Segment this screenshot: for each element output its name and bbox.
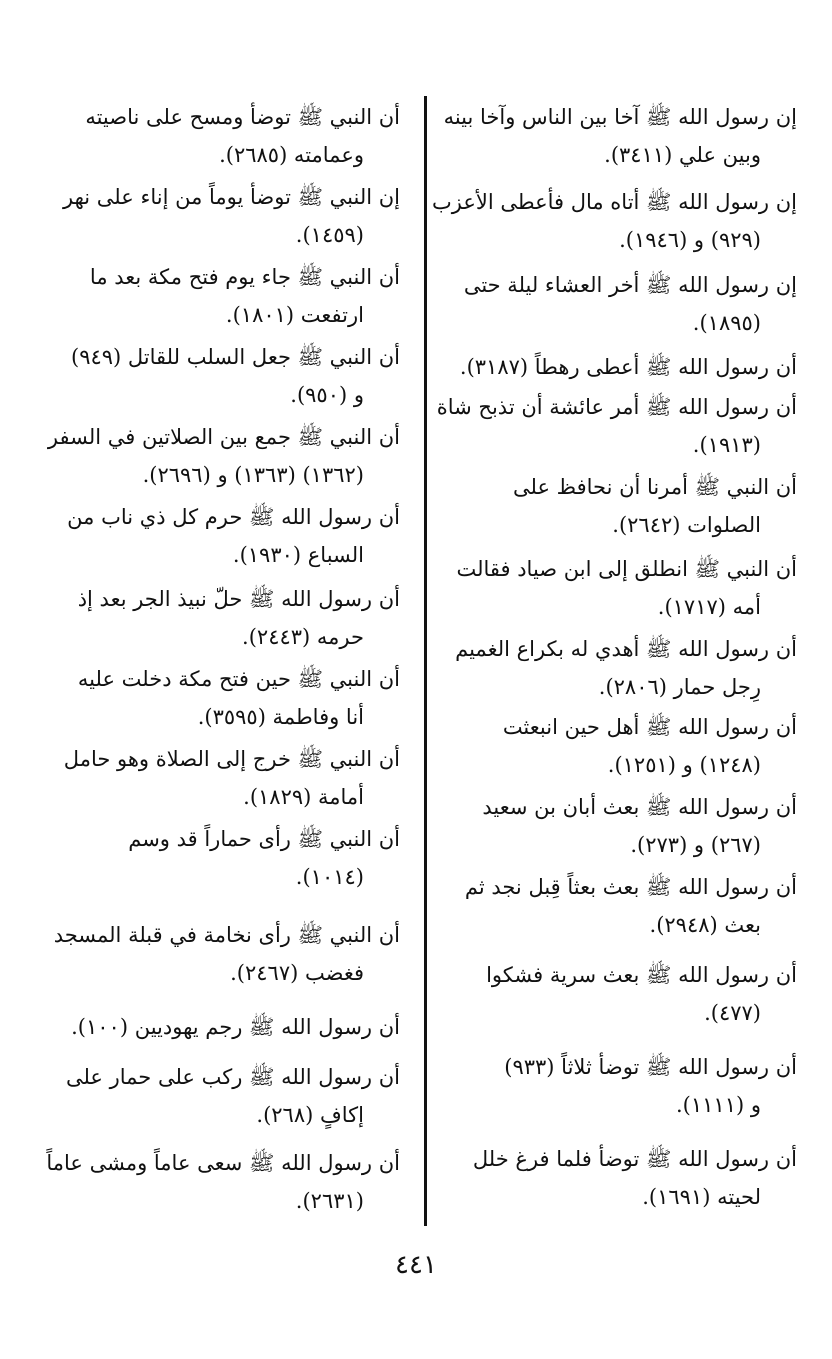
- index-entry: [24, 338, 400, 414]
- entry-line: أن رسول الله ﷺ أهدي له بكراع الغميم: [455, 637, 797, 661]
- entry-line: أن النبي ﷺ رأى حماراً قد وسم: [128, 827, 400, 851]
- entry-line: ارتفعت (١٨٠١).: [225, 303, 364, 327]
- entry-line: أن النبي ﷺ حين فتح مكة دخلت عليه: [77, 667, 400, 691]
- entry-line: (١٠١٤).: [295, 865, 364, 889]
- index-entry: [417, 388, 797, 464]
- entry-line: وعمامته (٢٦٨٥).: [219, 143, 364, 167]
- entry-line: أن رسول الله ﷺ بعث بعثاً قِبل نجد ثم: [464, 875, 797, 899]
- entry-line: أمه (١٧١٧).: [657, 595, 761, 619]
- entry-line: (١٤٥٩).: [295, 223, 364, 247]
- index-entry: [417, 266, 797, 342]
- index-entry: [24, 498, 400, 574]
- entry-line: و (٩٥٠).: [290, 383, 364, 407]
- index-entry: [24, 916, 400, 992]
- entry-line: أن النبي ﷺ جعل السلب للقاتل (٩٤٩): [70, 345, 400, 369]
- entry-line: أن النبي ﷺ انطلق إلى ابن صياد فقالت: [456, 557, 797, 581]
- entry-line: أن النبي ﷺ أمرنا أن نحافظ على: [512, 475, 797, 499]
- index-entry: [417, 183, 797, 259]
- entry-line: إن رسول الله ﷺ أتاه مال فأعطى الأعزب: [431, 190, 797, 214]
- entry-line: أن رسول الله ﷺ حرم كل ذي ناب من: [67, 505, 400, 529]
- entry-line: إكافٍ (٢٦٨).: [256, 1103, 364, 1127]
- entry-line: أن رسول الله ﷺ أعطى رهطاً (٣١٨٧).: [459, 355, 797, 379]
- entry-line: أن النبي ﷺ جاء يوم فتح مكة بعد ما: [89, 265, 400, 289]
- entry-line: أن رسول الله ﷺ سعى عاماً ومشى عاماً: [46, 1151, 400, 1175]
- entry-line: أنا وفاطمة (٣٥٩٥).: [197, 705, 364, 729]
- index-entry: [24, 580, 400, 656]
- entry-line: رِجل حمار (٢٨٠٦).: [598, 675, 761, 699]
- index-entry: [24, 418, 400, 494]
- index-entry: [24, 820, 400, 896]
- index-entry: [417, 348, 797, 386]
- entry-line: أن النبي ﷺ رأى نخامة في قبلة المسجد: [53, 923, 400, 947]
- entry-line: (٢٦٣١).: [295, 1189, 364, 1213]
- entry-line: حرمه (٢٤٤٣).: [242, 625, 364, 649]
- index-entry: [417, 1048, 797, 1124]
- index-entry: [417, 708, 797, 784]
- entry-line: أن النبي ﷺ جمع بين الصلاتين في السفر: [47, 425, 400, 449]
- entry-line: (١٢٤٨) و (١٢٥١).: [607, 753, 761, 777]
- index-entry: [24, 1008, 400, 1046]
- index-entry: [417, 468, 797, 544]
- column-divider: [424, 96, 427, 1226]
- entry-line: أن رسول الله ﷺ توضأ فلما فرغ خلل: [472, 1147, 797, 1171]
- entry-line: أن رسول الله ﷺ ركب على حمار على: [65, 1065, 400, 1089]
- entry-line: فغضب (٢٤٦٧).: [230, 961, 364, 985]
- index-entry: [417, 868, 797, 944]
- index-entry: [24, 740, 400, 816]
- entry-line: وبين علي (٣٤١١).: [604, 143, 761, 167]
- index-entry: [24, 1144, 400, 1220]
- entry-line: أمامة (١٨٢٩).: [243, 785, 364, 809]
- entry-line: (١٨٩٥).: [692, 311, 761, 335]
- entry-line: بعث (٢٩٤٨).: [649, 913, 761, 937]
- entry-line: لحيته (١٦٩١).: [642, 1185, 761, 1209]
- entry-line: أن النبي ﷺ خرج إلى الصلاة وهو حامل: [63, 747, 400, 771]
- entry-line: إن رسول الله ﷺ أخر العشاء ليلة حتى: [463, 273, 797, 297]
- index-entry: [24, 98, 400, 174]
- entry-line: إن النبي ﷺ توضأ يوماً من إناء على نهر: [63, 185, 400, 209]
- entry-line: (٢٦٧) و (٢٧٣).: [630, 833, 761, 857]
- entry-line: السباع (١٩٣٠).: [232, 543, 364, 567]
- index-entry: [24, 258, 400, 334]
- entry-line: أن رسول الله ﷺ بعث أبان بن سعيد: [482, 795, 797, 819]
- index-entry: [417, 956, 797, 1032]
- index-entry: [24, 1058, 400, 1134]
- entry-line: الصلوات (٢٦٤٢).: [612, 513, 761, 537]
- entry-line: (٤٧٧).: [704, 1001, 761, 1025]
- index-entry: [417, 550, 797, 626]
- entry-line: أن النبي ﷺ توضأ ومسح على ناصيته: [85, 105, 400, 129]
- entry-line: أن رسول الله ﷺ رجم يهوديين (١٠٠).: [71, 1015, 400, 1039]
- entry-line: أن رسول الله ﷺ أمر عائشة أن تذبح شاة: [436, 395, 797, 419]
- index-entry: [24, 178, 400, 254]
- index-entry: [417, 1140, 797, 1216]
- entry-line: أن رسول الله ﷺ حلّ نبيذ الجر بعد إذ: [77, 587, 400, 611]
- index-entry: [417, 788, 797, 864]
- index-entry: [417, 98, 797, 174]
- entry-line: إن رسول الله ﷺ آخا بين الناس وآخا بينه: [443, 105, 797, 129]
- entry-line: (١٩١٣).: [692, 433, 761, 457]
- index-entry: [24, 660, 400, 736]
- entry-line: و (١١١١).: [675, 1093, 761, 1117]
- page-number: ٤٤١: [395, 1250, 437, 1280]
- entry-line: أن رسول الله ﷺ توضأ ثلاثاً (٩٣٣): [504, 1055, 797, 1079]
- entry-line: (٩٢٩) و (١٩٤٦).: [619, 228, 761, 252]
- index-entry: [417, 630, 797, 706]
- entry-line: (١٣٦٢) (١٣٦٣) و (٢٦٩٦).: [142, 463, 364, 487]
- entry-line: أن رسول الله ﷺ أهل حين انبعثت: [502, 715, 797, 739]
- entry-line: أن رسول الله ﷺ بعث سرية فشكوا: [486, 963, 797, 987]
